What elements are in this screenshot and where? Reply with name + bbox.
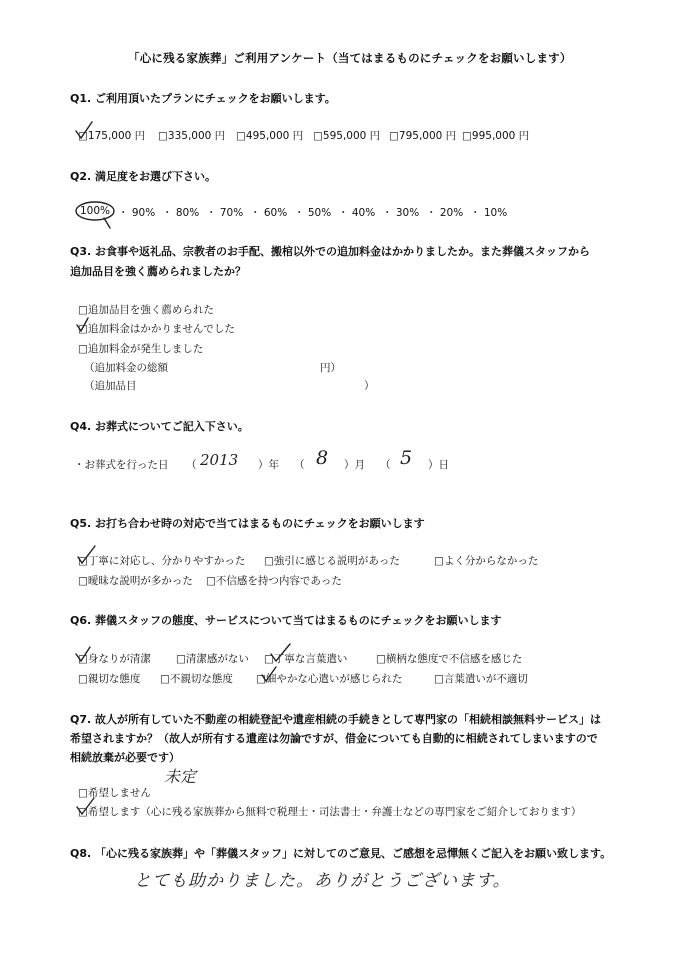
q2-option-50[interactable]: ・ 50% xyxy=(294,207,332,219)
q6-option-kind[interactable]: □親切な態度 xyxy=(78,673,141,685)
q7-label-line3: 相続放棄が必要です） xyxy=(70,751,180,764)
q2-option-10[interactable]: ・ 10% xyxy=(470,207,508,219)
q6-check-mark-3 xyxy=(262,667,276,681)
q5-option-unclear[interactable]: □よく分からなかった xyxy=(434,555,539,567)
q6-option-arrogant[interactable]: □横柄な態度で不信感を感じた xyxy=(376,653,523,665)
q2-option-20[interactable]: ・ 20% xyxy=(426,207,464,219)
q6-option-polite-language[interactable]: □丁寧な言葉遣い xyxy=(264,653,348,665)
q1-option-335000[interactable]: □335,000 円 xyxy=(158,130,226,142)
q7-handwritten-note: 未定 xyxy=(164,767,197,786)
q6-option-not-clean[interactable]: □清潔感がない xyxy=(176,653,249,665)
q5-check-mark xyxy=(78,546,95,563)
q1-option-595000[interactable]: □595,000 円 xyxy=(313,130,381,142)
q7-option-yes[interactable]: □希望します（心に残る家族葬から無料で税理士・司法書士・弁護士などの専門家をご紹介しております） xyxy=(78,806,582,818)
q3-label: Q3. お食事や返礼品、宗教者のお手配、搬棺以外での追加料金はかかりましたか。また葬儀スタッフから xyxy=(70,245,591,258)
q2-option-60[interactable]: ・ 60% xyxy=(250,207,288,219)
q3-label-line2: 追加品目を強く薦められましたか？ xyxy=(70,265,246,278)
q2-option-90[interactable]: ・ 90% xyxy=(118,207,156,219)
q1-option-175000[interactable]: □175,000 円 xyxy=(78,130,146,142)
q3-option-strongly-recommended[interactable]: □追加品目を強く薦められた xyxy=(78,304,214,316)
q2-circle-mark xyxy=(76,202,114,220)
q1-label: Q1. ご利用頂いたプランにチェックをお願いします。 xyxy=(70,92,336,105)
q4-month-close: ）月 xyxy=(344,459,365,471)
q5-option-distrust[interactable]: □不信感を持つ内容であった xyxy=(206,575,342,587)
q8-answer[interactable]: とても助かりました。ありがとうございます。 xyxy=(134,871,511,891)
q6-label: Q6. 葬儀スタッフの態度、サービスについて当てはまるものにチェックをお願いします xyxy=(70,614,502,627)
q7-label: Q7. 故人が所有していた不動産の相続登記や遺産相続の手続きとして専門家の「相続相談無料サービス」は xyxy=(70,713,602,726)
q3-option-no-extra-fee[interactable]: □追加料金はかかりませんでした xyxy=(78,323,235,335)
q4-day-close: ）日 xyxy=(428,459,449,471)
q4-month-open: （ xyxy=(294,459,305,471)
q7-label-line2: 希望されますか？（故人が所有する遺産は勿論ですが、借金についても自動的に相続されてしまいますので xyxy=(70,732,598,745)
q2-option-100[interactable]: 100% xyxy=(80,205,111,217)
q6-option-unkind[interactable]: □不親切な態度 xyxy=(160,673,233,685)
q7-check-mark xyxy=(77,798,94,814)
q6-check-mark-1 xyxy=(76,647,90,661)
q6-option-clean-appearance[interactable]: □身なりが清潔 xyxy=(78,653,151,665)
q4-month-value[interactable]: 8 xyxy=(316,447,329,469)
q2-option-30[interactable]: ・ 30% xyxy=(382,207,420,219)
q5-option-vague[interactable]: □曖昧な説明が多かった xyxy=(78,575,193,587)
q4-year-open: （ xyxy=(186,459,197,471)
q3-total-label: （追加料金の総額 xyxy=(84,362,168,374)
q6-check-mark-2 xyxy=(271,644,290,661)
q5-option-pushy[interactable]: □強引に感じる説明があった xyxy=(264,555,400,567)
q5-label: Q5. お打ち合わせ時の対応で当てはまるものにチェックをお願いします xyxy=(70,517,425,530)
q4-day-open: （ xyxy=(380,459,391,471)
q3-option-extra-fee[interactable]: □追加料金が発生しました xyxy=(78,343,204,355)
q1-check-mark xyxy=(76,122,92,138)
q7-option-no[interactable]: □希望しません xyxy=(78,787,151,799)
q2-option-70[interactable]: ・ 70% xyxy=(206,207,244,219)
q3-total-unit: 円） xyxy=(320,362,341,374)
q1-option-795000[interactable]: □795,000 円 xyxy=(389,130,457,142)
q4-date-label: ・お葬式を行った日 xyxy=(74,459,169,471)
q6-option-inappropriate-language[interactable]: □言葉遣いが不適切 xyxy=(434,673,528,685)
q1-option-495000[interactable]: □495,000 円 xyxy=(236,130,304,142)
q4-year-close: ）年 xyxy=(258,459,279,471)
q5-option-polite[interactable]: □丁寧に対応し、分かりやすかった xyxy=(78,555,246,567)
q3-items-close: ） xyxy=(364,380,375,392)
q4-day-value[interactable]: 5 xyxy=(400,447,413,469)
q2-option-80[interactable]: ・ 80% xyxy=(162,207,200,219)
q4-label: Q4. お葬式についてご記入下さい。 xyxy=(70,420,249,433)
q2-circle-tail xyxy=(104,218,110,228)
q2-label: Q2. 満足度をお選び下さい。 xyxy=(70,170,217,183)
page-title: 「心に残る家族葬」ご利用アンケート（当てはまるものにチェックをお願いします） xyxy=(128,51,572,65)
q1-option-995000[interactable]: □995,000 円 xyxy=(462,130,530,142)
q4-year-value[interactable]: 2013 xyxy=(200,451,239,469)
q8-label: Q8. 「心に残る家族葬」や「葬儀スタッフ」に対してのご意見、ご感想を忌憚無くご記入をお願い致します。 xyxy=(70,847,612,860)
q6-option-attentive[interactable]: □細やかな心遣いが感じられた xyxy=(256,673,403,685)
q2-option-40[interactable]: ・ 40% xyxy=(338,207,376,219)
q3-items-label: （追加品目 xyxy=(84,380,137,392)
q3-check-mark xyxy=(77,318,88,331)
